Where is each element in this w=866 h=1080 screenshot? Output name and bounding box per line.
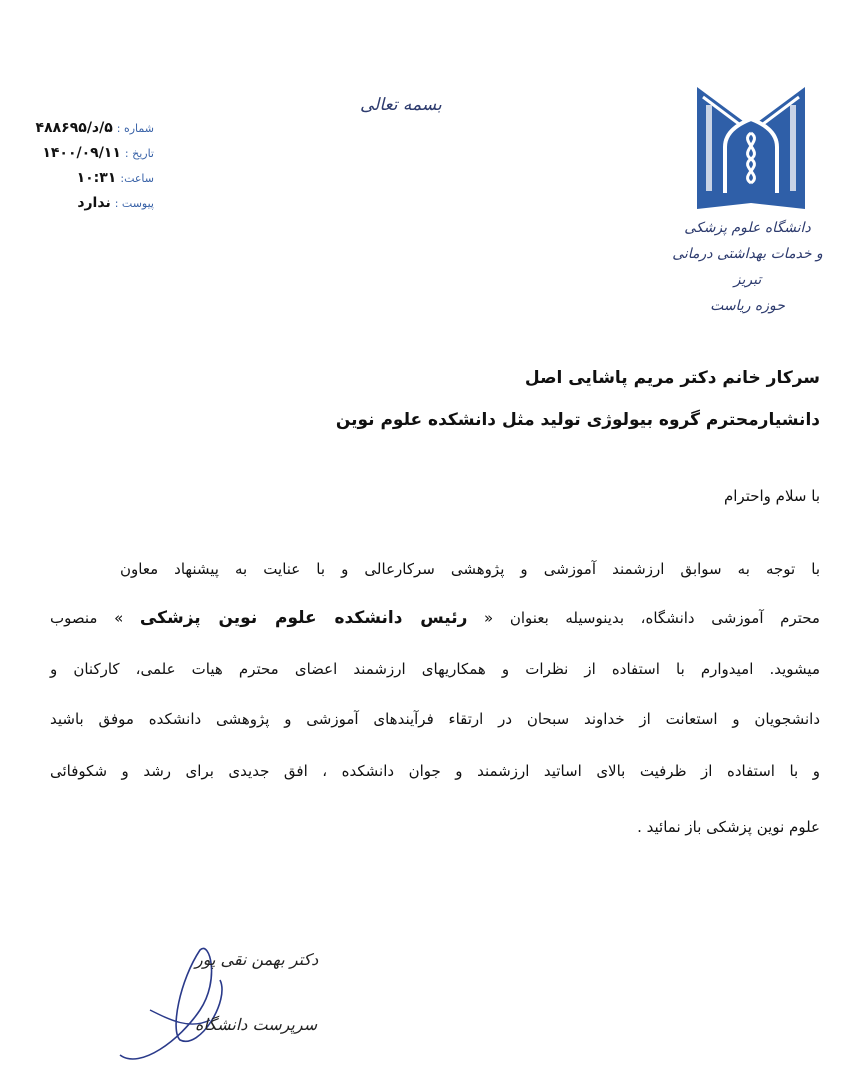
logo-caption-line: حوزه ریاست <box>710 298 785 314</box>
signature <box>110 920 330 1070</box>
appointment-title: رئیس دانشکده علوم نوین پزشکی <box>139 608 468 628</box>
meta-date: تاریخ : ۱۴۰۰/۰۹/۱۱ <box>42 145 154 161</box>
body-line: و با استفاده از ظرفیت بالای اساتید ارزشمند و جوان دانشکده ، افق جدیدی برای رشد و شکوفائی <box>50 762 820 780</box>
bismillah: بسمه تعالی <box>360 95 442 115</box>
letter-meta <box>14 116 154 216</box>
recipient-name: سرکار خانم دکتر مریم پاشایی اصل <box>524 368 820 388</box>
body-text: » منصوب <box>50 609 124 627</box>
meta-attachment: پیوست : ندارد <box>77 195 154 211</box>
body-text: محترم آموزشی دانشگاه، بدینوسیله بعنوان « <box>484 609 820 627</box>
body-line: با توجه به سوابق ارزشمند آموزشی و پژوهشی سرکارعالی و با عنایت به پیشنهاد معاون <box>120 560 820 578</box>
meta-time: ساعت: ۱۰:۳۱ <box>76 170 154 186</box>
salutation: با سلام واحترام <box>723 487 820 505</box>
signatory-title: سرپرست دانشگاه <box>195 1015 318 1034</box>
meta-number: شماره : ۵/د/۴۸۸۶۹۵ <box>35 120 154 136</box>
logo-caption <box>660 215 835 319</box>
logo-caption-line: و خدمات بهداشتی درمانی تبریز <box>672 246 823 288</box>
body-line: دانشجویان و استعانت از خداوند سبحان در ارتقاء فرآیندهای آموزشی و پژوهشی دانشکده موفق باشید <box>50 710 820 728</box>
body-line: علوم نوین پزشکی باز نمائید . <box>637 818 820 836</box>
body-line: میشوید. امیدوارم با استفاده از نظرات و همکاریهای ارزشمند اعضای محترم هیات علمی، کارکنان و <box>50 660 820 678</box>
recipient-title: دانشیارمحترم گروه بیولوژی تولید مثل دانشکده علوم نوین <box>335 410 820 430</box>
university-logo <box>695 85 807 215</box>
logo-caption-line: دانشگاه علوم پزشکی <box>684 220 811 236</box>
signatory-name: دکتر بهمن نقی پور <box>195 950 319 969</box>
body-line <box>50 608 820 628</box>
